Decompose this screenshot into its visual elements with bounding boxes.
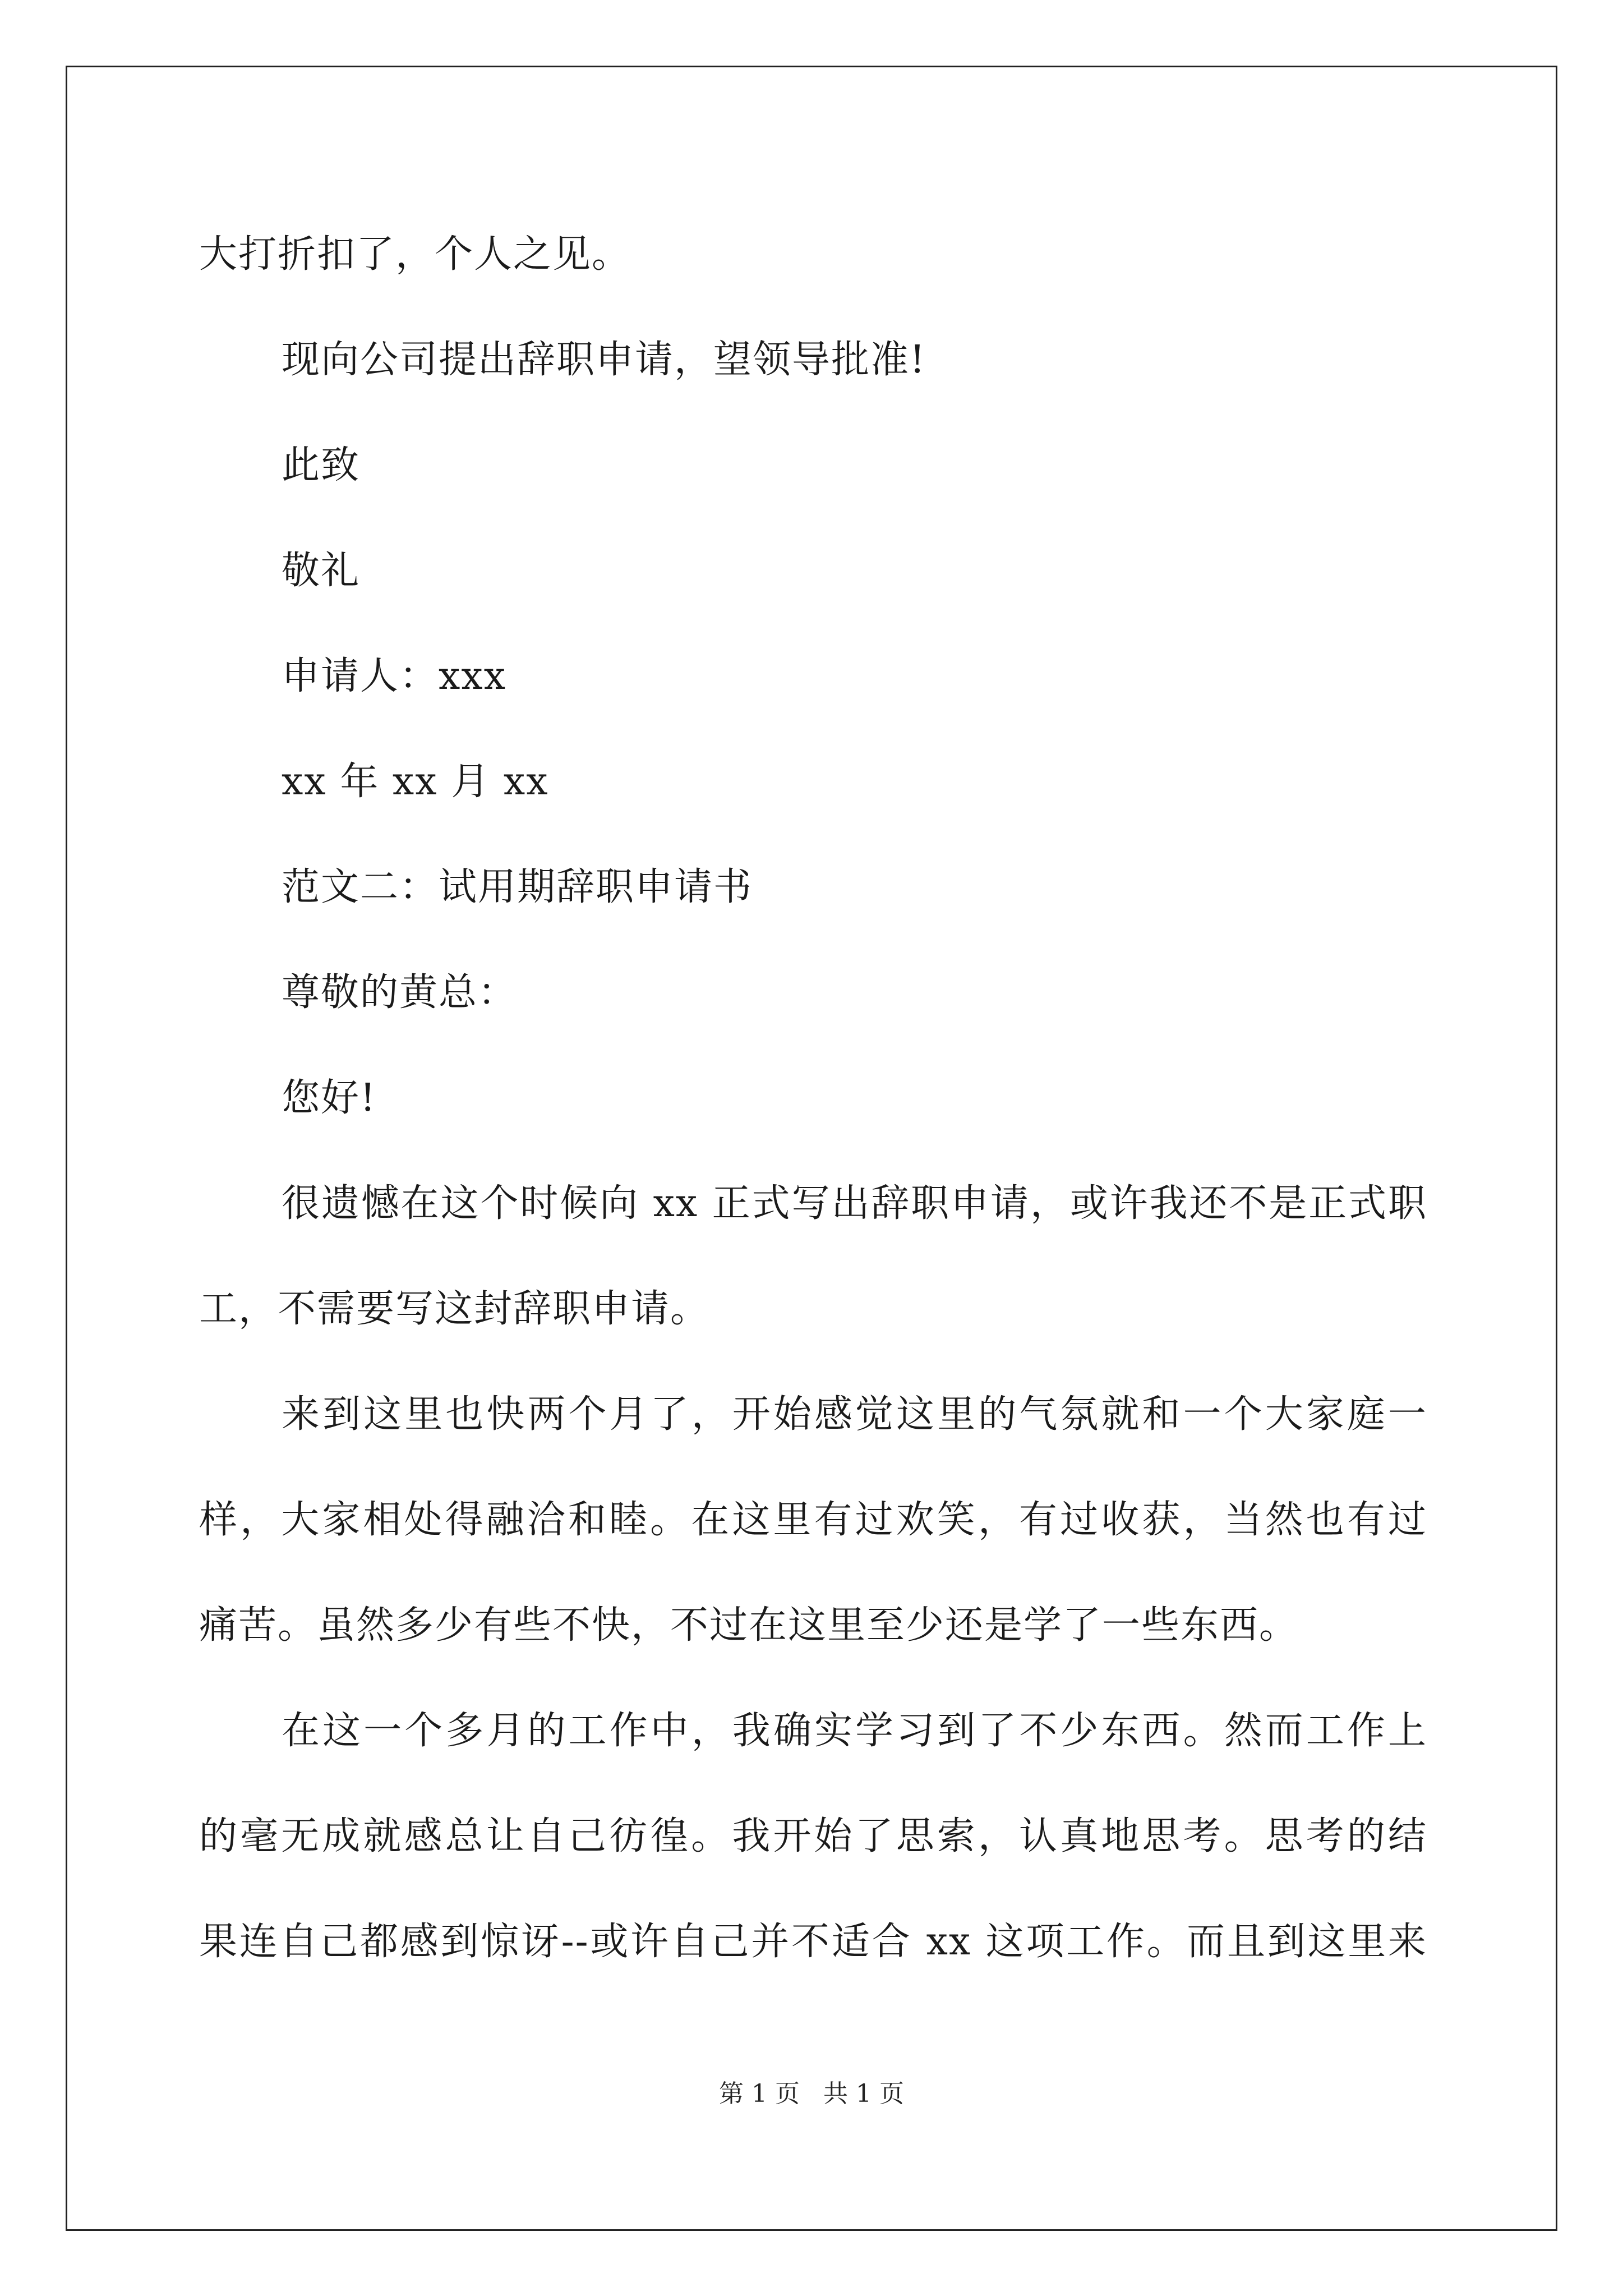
text-line: 痛苦。虽然多少有些不快，不过在这里至少还是学了一些东西。	[199, 1603, 1299, 1648]
text-line: xx 年 xx 月 xx	[282, 760, 549, 804]
page-border	[66, 66, 1557, 2231]
text-line: 尊敬的黄总：	[282, 970, 518, 1015]
page-number-current: 第 1 页	[719, 2079, 800, 2108]
text-line: 敬礼	[282, 549, 361, 593]
text-line: 工，不需要写这封辞职申请。	[199, 1287, 710, 1331]
text-line: 来到这里也快两个月了，开始感觉这里的气氛就和一个大家庭一	[282, 1392, 1427, 1437]
text-line: 样，大家相处得融洽和睦。在这里有过欢笑，有过收获，当然也有过	[199, 1498, 1427, 1542]
text-line: 此致	[282, 443, 361, 487]
page-footer	[0, 2078, 1623, 2110]
text-line: 范文二：试用期辞职申请书	[282, 865, 753, 909]
text-line: 果连自己都感到惊讶--或许自己并不适合 xx 这项工作。而且到这里来	[199, 1920, 1427, 1964]
text-line: 在这一个多月的工作中，我确实学习到了不少东西。然而工作上	[282, 1709, 1427, 1753]
page-number-total: 共 1 页	[823, 2079, 904, 2108]
text-line: 的毫无成就感总让自己彷徨。我开始了思索，认真地思考。思考的结	[199, 1814, 1427, 1858]
text-line: 大打折扣了，个人之见。	[199, 232, 631, 277]
text-line: 现向公司提出辞职申请，望领导批准!	[282, 338, 926, 382]
text-line: 申请人：xxx	[282, 654, 507, 698]
text-line: 很遗憾在这个时候向 xx 正式写出辞职申请，或许我还不是正式职	[282, 1181, 1427, 1226]
text-line: 您好!	[282, 1076, 377, 1120]
